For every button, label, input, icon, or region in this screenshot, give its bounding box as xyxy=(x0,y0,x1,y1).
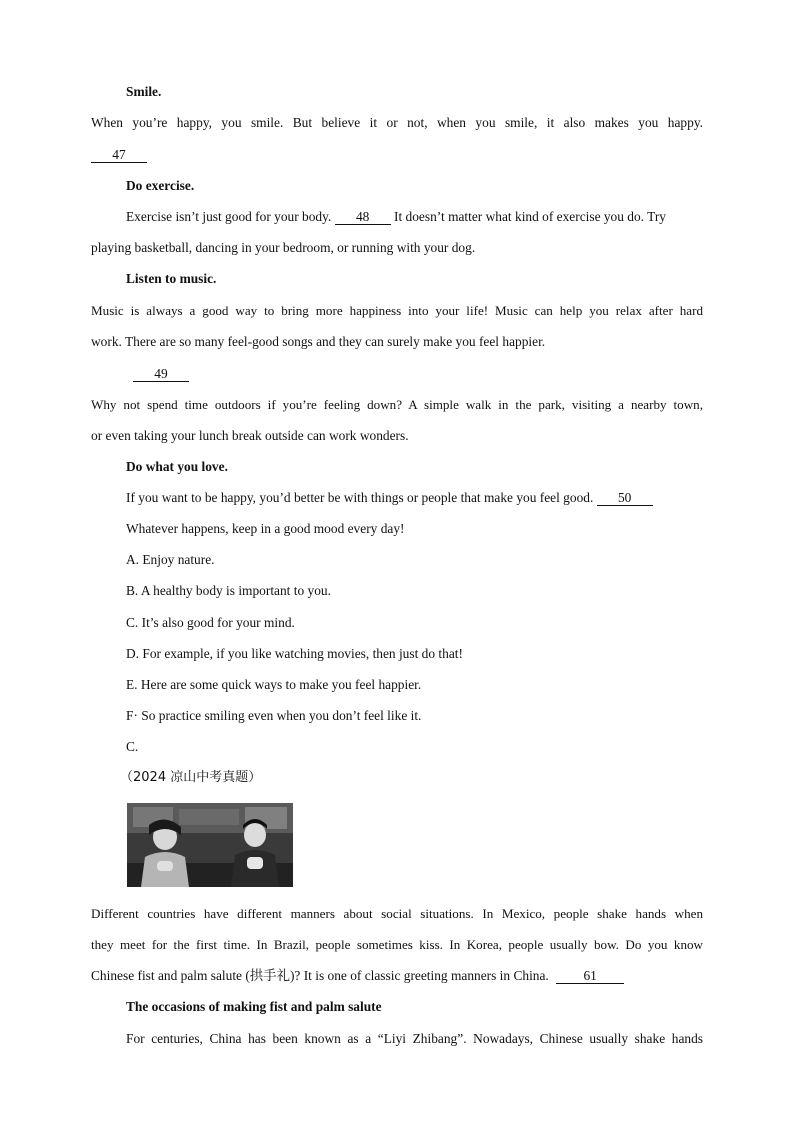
option-d: D. For example, if you like watching movies, then just do that! xyxy=(126,646,463,661)
blank-61: 61 xyxy=(556,968,624,984)
heading-smile: Smile. xyxy=(126,84,162,99)
passage2-line-1: Different countries have different manners about social situations. In Mexico, people shake hands when xyxy=(91,906,703,921)
love-line xyxy=(126,489,653,507)
love-text: If you want to be happy, you’d better be with things or people that make you feel good. xyxy=(126,490,594,505)
blank-48: 48 xyxy=(335,209,391,225)
outdoor-line-1: Why not spend time outdoors if you’re feeling down? A simple walk in the park, visiting a nearby town, xyxy=(91,397,703,412)
exercise-text-b: It doesn’t matter what kind of exercise you do. Try xyxy=(394,209,666,224)
smile-paragraph: When you’re happy, you smile. But believe it or not, when you smile, it also makes you happy. xyxy=(91,115,703,130)
option-f: F· So practice smiling even when you don’t feel like it. xyxy=(126,708,422,723)
option-e: E. Here are some quick ways to make you feel happier. xyxy=(126,677,422,692)
answer-text: C. xyxy=(126,739,139,754)
answer-blank-47 xyxy=(91,146,147,164)
heading-music: Listen to music. xyxy=(126,271,217,286)
blank-49: 49 xyxy=(133,366,189,382)
music-line-2: work. There are so many feel-good songs and they can surely make you feel happier. xyxy=(91,334,546,349)
heading-love: Do what you love. xyxy=(126,459,228,474)
heading-exercise: Do exercise. xyxy=(126,178,195,193)
exercise-line-2: playing basketball, dancing in your bedroom, or running with your dog. xyxy=(91,240,476,255)
source-label: （2024 凉山中考真题） xyxy=(120,770,262,785)
exercise-text-a: Exercise isn’t just good for your body. xyxy=(126,209,332,224)
passage2-line-2: they meet for the first time. In Brazil, people sometimes kiss. In Korea, people usually bow. Do you know xyxy=(91,937,703,952)
greeting-photo-illustration xyxy=(127,803,293,887)
option-c: C. It’s also good for your mind. xyxy=(126,615,295,630)
outdoor-line-2: or even taking your lunch break outside can work wonders. xyxy=(91,428,409,443)
music-line-1: Music is always a good way to bring more happiness into your life! Music can help you relax after hard xyxy=(91,303,703,318)
exercise-line-1 xyxy=(126,208,703,226)
passage2-line-4: For centuries, China has been known as a “Liyi Zhibang”. Nowadays, Chinese usually shake hands xyxy=(126,1031,703,1046)
passage2-text-c: Chinese fist and palm salute (拱手礼)? It is one of classic greeting manners in China. xyxy=(91,968,549,983)
greeting-photo xyxy=(127,803,293,887)
option-a: A. Enjoy nature. xyxy=(126,552,215,567)
heading-fist-palm-occasions: The occasions of making fist and palm salute xyxy=(126,999,382,1014)
blank-47: 47 xyxy=(91,147,147,163)
passage2-line-3 xyxy=(91,967,624,985)
option-b: B. A healthy body is important to you. xyxy=(126,583,331,598)
answer-blank-49 xyxy=(133,365,189,383)
blank-50: 50 xyxy=(597,490,653,506)
closing-line: Whatever happens, keep in a good mood every day! xyxy=(126,521,405,536)
